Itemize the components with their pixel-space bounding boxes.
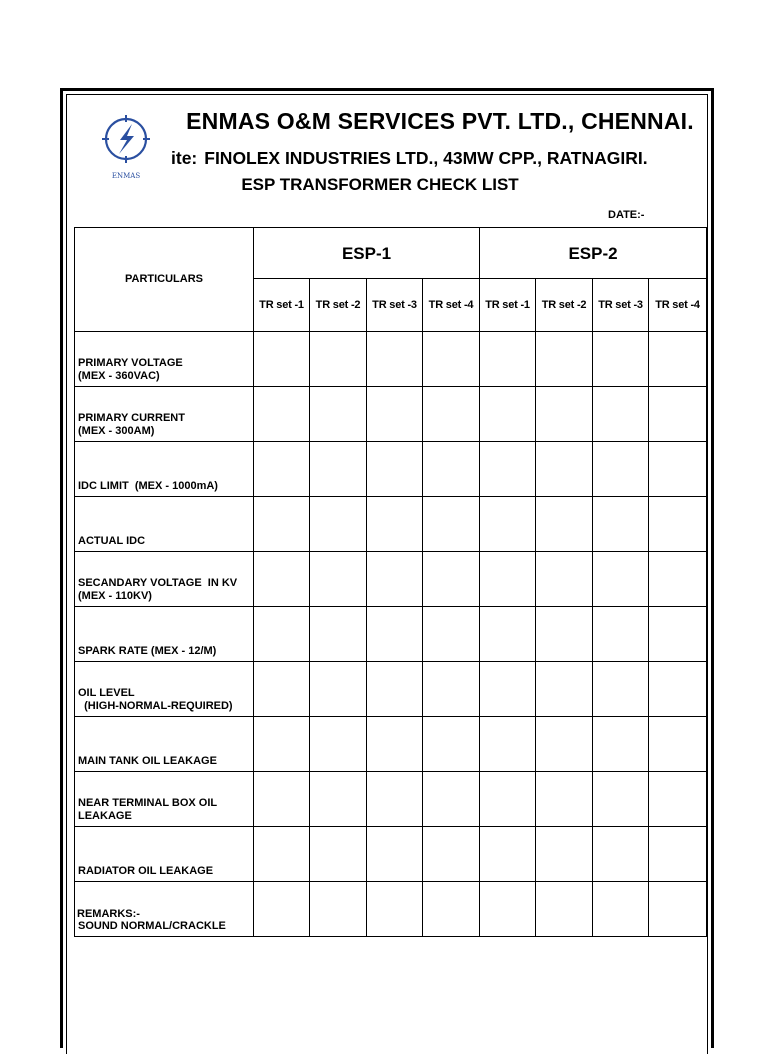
row-label-line: PRIMARY CURRENT (78, 412, 185, 424)
entry-cell[interactable] (649, 442, 707, 497)
row-label (75, 552, 254, 607)
row-label-line: SPARK RATE (MEX - 12/M) (78, 645, 217, 657)
entry-cell[interactable] (649, 387, 707, 442)
entry-cell[interactable] (536, 552, 593, 607)
site-line (171, 148, 731, 169)
tr-set-header: TR set -3 (593, 279, 649, 332)
tr-set-header: TR set -4 (423, 279, 480, 332)
svg-text:ENMAS: ENMAS (111, 172, 141, 180)
row-label (75, 772, 254, 827)
row-label (75, 442, 254, 497)
entry-cell[interactable] (310, 332, 367, 387)
row-label-line: SOUND NORMAL/CRACKLE (78, 920, 226, 932)
entry-cell[interactable] (536, 882, 593, 937)
entry-cell[interactable] (254, 882, 310, 937)
check-list-table (74, 227, 707, 937)
row-label-line: (MEX - 300AM) (78, 425, 155, 437)
row-label-line: LEAKAGE (78, 810, 132, 822)
entry-cell[interactable] (593, 442, 649, 497)
row-label-line: (MEX - 360VAC) (78, 370, 160, 382)
row-label (75, 662, 254, 717)
entry-cell[interactable] (310, 552, 367, 607)
entry-cell[interactable] (593, 552, 649, 607)
entry-cell[interactable] (480, 662, 536, 717)
entry-cell[interactable] (480, 882, 536, 937)
entry-cell[interactable] (310, 442, 367, 497)
table-row (75, 442, 707, 497)
entry-cell[interactable] (310, 607, 367, 662)
entry-cell[interactable] (423, 497, 480, 552)
entry-cell[interactable] (480, 772, 536, 827)
entry-cell[interactable] (310, 497, 367, 552)
entry-cell[interactable] (423, 717, 480, 772)
entry-cell[interactable] (536, 717, 593, 772)
entry-cell[interactable] (536, 497, 593, 552)
entry-cell[interactable] (536, 607, 593, 662)
remarks-label: REMARKS:- (77, 908, 140, 920)
entry-cell[interactable] (649, 717, 707, 772)
particulars-header: PARTICULARS (75, 228, 254, 332)
company-name: ENMAS O&M SERVICES PVT. LTD., CHENNAI. (186, 108, 694, 134)
table-row (75, 882, 707, 937)
entry-cell[interactable] (649, 607, 707, 662)
tr-set-header: TR set -3 (367, 279, 423, 332)
entry-cell[interactable] (649, 552, 707, 607)
tr-set-header: TR set -1 (480, 279, 536, 332)
entry-cell[interactable] (649, 882, 707, 937)
entry-cell[interactable] (593, 387, 649, 442)
entry-cell[interactable] (254, 552, 310, 607)
entry-cell[interactable] (649, 497, 707, 552)
entry-cell[interactable] (593, 772, 649, 827)
table-row (75, 827, 707, 882)
entry-cell[interactable] (593, 332, 649, 387)
tr-set-header: TR set -1 (254, 279, 310, 332)
tr-set-header: TR set -2 (536, 279, 593, 332)
esp-1-header: ESP-1 (254, 228, 480, 279)
entry-cell[interactable] (423, 552, 480, 607)
entry-cell[interactable] (593, 497, 649, 552)
row-label-line: MAIN TANK OIL LEAKAGE (78, 755, 217, 767)
table-row (75, 772, 707, 827)
row-label (75, 497, 254, 552)
entry-cell[interactable] (367, 607, 423, 662)
entry-cell[interactable] (480, 497, 536, 552)
tr-set-header: TR set -2 (310, 279, 367, 332)
entry-cell[interactable] (649, 827, 707, 882)
entry-cell[interactable] (367, 882, 423, 937)
entry-cell[interactable] (367, 717, 423, 772)
entry-cell[interactable] (423, 607, 480, 662)
row-label-line: RADIATOR OIL LEAKAGE (78, 865, 214, 877)
entry-cell[interactable] (367, 552, 423, 607)
entry-cell[interactable] (536, 827, 593, 882)
entry-cell[interactable] (367, 332, 423, 387)
entry-cell[interactable] (536, 387, 593, 442)
site-name: FINOLEX INDUSTRIES LTD., 43MW CPP., RATNAGIRI. (204, 148, 648, 168)
entry-cell[interactable] (480, 387, 536, 442)
row-label (75, 827, 254, 882)
enmas-logo (100, 112, 152, 184)
table-row (75, 662, 707, 717)
entry-cell[interactable] (254, 442, 310, 497)
entry-cell[interactable] (480, 827, 536, 882)
entry-cell[interactable] (593, 882, 649, 937)
entry-cell[interactable] (367, 827, 423, 882)
entry-cell[interactable] (649, 662, 707, 717)
entry-cell[interactable] (310, 717, 367, 772)
entry-cell[interactable] (480, 332, 536, 387)
entry-cell[interactable] (254, 332, 310, 387)
entry-cell[interactable] (423, 332, 480, 387)
entry-cell[interactable] (593, 827, 649, 882)
entry-cell[interactable] (536, 442, 593, 497)
row-label (75, 607, 254, 662)
row-label-line: (HIGH-NORMAL-REQUIRED) (78, 700, 233, 712)
table-row (75, 387, 707, 442)
row-label-line: IDC LIMIT (MEX - 1000mA) (78, 480, 218, 492)
entry-cell[interactable] (423, 442, 480, 497)
entry-cell[interactable] (254, 662, 310, 717)
site-prefix: ite: (171, 148, 198, 168)
table-row (75, 717, 707, 772)
row-label-line: SECANDARY VOLTAGE IN KV (78, 577, 238, 589)
checklist-title: ESP TRANSFORMER CHECK LIST (241, 175, 519, 194)
entry-cell[interactable] (423, 827, 480, 882)
table-row (75, 332, 707, 387)
row-label (75, 717, 254, 772)
entry-cell[interactable] (423, 882, 480, 937)
entry-cell[interactable] (536, 662, 593, 717)
row-label-line: OIL LEVEL (78, 687, 135, 699)
entry-cell[interactable] (423, 772, 480, 827)
entry-cell[interactable] (423, 662, 480, 717)
entry-cell[interactable] (310, 882, 367, 937)
entry-cell[interactable] (254, 772, 310, 827)
entry-cell[interactable] (254, 387, 310, 442)
entry-cell[interactable] (310, 387, 367, 442)
entry-cell[interactable] (310, 662, 367, 717)
entry-cell[interactable] (480, 607, 536, 662)
row-label-line: (MEX - 110KV) (78, 590, 152, 602)
esp-2-header: ESP-2 (480, 228, 707, 279)
entry-cell[interactable] (536, 332, 593, 387)
entry-cell[interactable] (593, 717, 649, 772)
entry-cell[interactable] (423, 387, 480, 442)
table-row (75, 607, 707, 662)
tr-set-header: TR set -4 (649, 279, 707, 332)
date-label: DATE:- (608, 209, 645, 221)
entry-cell[interactable] (367, 442, 423, 497)
entry-cell[interactable] (310, 827, 367, 882)
table-row (75, 497, 707, 552)
entry-cell[interactable] (593, 662, 649, 717)
entry-cell[interactable] (254, 827, 310, 882)
entry-cell[interactable] (593, 607, 649, 662)
row-label-line: NEAR TERMINAL BOX OIL (78, 797, 218, 809)
entry-cell[interactable] (480, 552, 536, 607)
row-label-line: PRIMARY VOLTAGE (78, 357, 183, 369)
row-label-line: ACTUAL IDC (78, 535, 146, 547)
entry-cell[interactable] (536, 772, 593, 827)
entry-cell[interactable] (367, 387, 423, 442)
row-label (75, 387, 254, 442)
entry-cell[interactable] (649, 332, 707, 387)
entry-cell[interactable] (367, 772, 423, 827)
row-label (75, 332, 254, 387)
entry-cell[interactable] (367, 662, 423, 717)
table-row (75, 552, 707, 607)
entry-cell[interactable] (649, 772, 707, 827)
entry-cell[interactable] (254, 607, 310, 662)
entry-cell[interactable] (310, 772, 367, 827)
entry-cell[interactable] (367, 497, 423, 552)
entry-cell[interactable] (254, 497, 310, 552)
entry-cell[interactable] (480, 717, 536, 772)
entry-cell[interactable] (480, 442, 536, 497)
entry-cell[interactable] (254, 717, 310, 772)
